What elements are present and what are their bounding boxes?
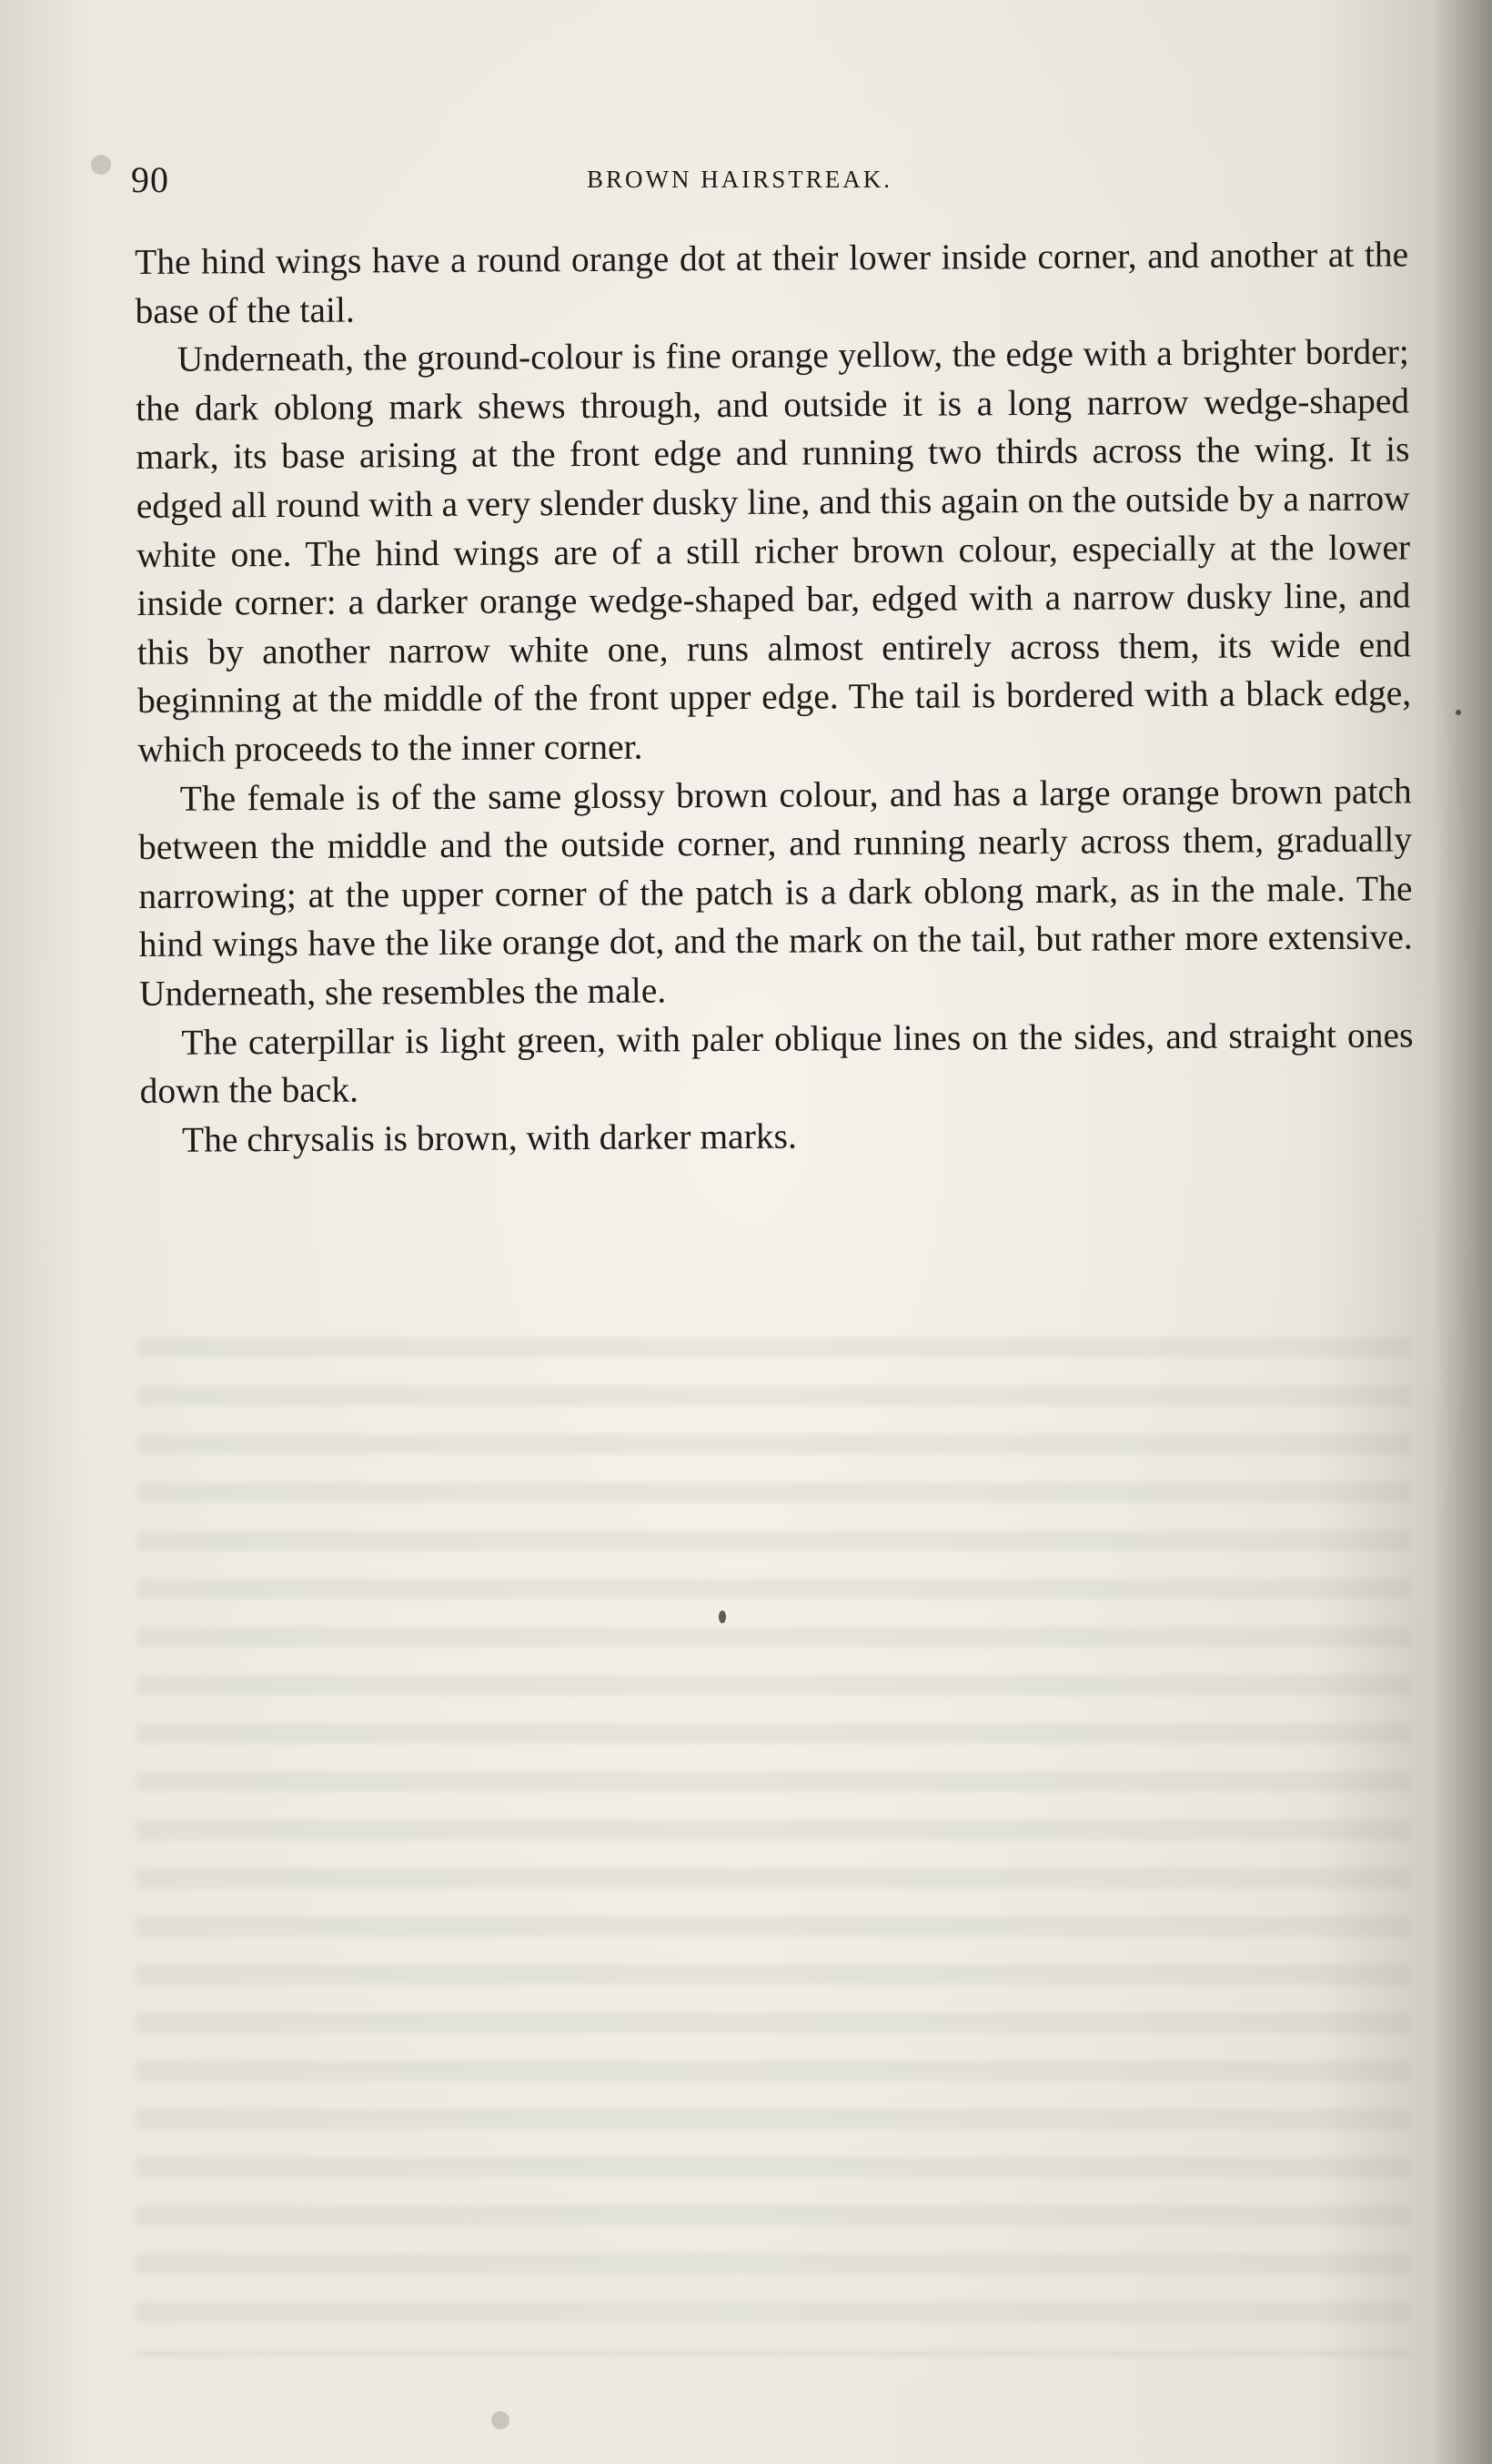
running-head [127, 155, 1410, 209]
paragraph-underneath: Underneath, the ground-colour is fine orange yellow, the edge with a brighter border; the dark oblong mark shews through, and outside it is a long narrow wedge-shaped mark, its base arising at the front edge and running two thirds across the wing. It is edged all round with a very slender dusky line, and this again on the outside by a narrow white one. The hind wings are of a still richer brown colour, especially at the lower inside corner: a darker orange wedge-shaped bar, edged with a narrow dusky line, and this by another narrow white one, runs almost entirely across them, its wide end beginning at the middle of the front upper edge. The tail is bordered with a black edge, which proceeds to the inner corner. [136, 331, 1412, 770]
paper-speck [1456, 710, 1461, 715]
paper-speck [91, 155, 111, 175]
body-text [135, 230, 1414, 1165]
running-title: BROWN HAIRSTREAK. [587, 166, 893, 193]
paragraph-caterpillar: The caterpillar is light green, with paler oblique lines on the sides, and straight ones down the back. [139, 1014, 1414, 1112]
paragraph-chrysalis: The chrysalis is brown, with darker marks. [181, 1116, 797, 1160]
paragraph-female: The female is of the same glossy brown colour, and has a large orange brown patch between the middle and the outside corner, and running nearly across them, gradually narrowing; at the upper corner of the patch is a dark oblong mark, as in the male. The hind wings have the like orange dot, and the mark on the tail, but rather more extensive. Underneath, she resembles the male. [137, 770, 1413, 1014]
paragraph-hind-wings: The hind wings have a round orange dot at their lower inside corner, and another at the base of the tail. [135, 234, 1409, 331]
paper-speck [719, 1611, 726, 1623]
page-number: 90 [131, 159, 169, 200]
paper-speck [491, 2411, 509, 2429]
